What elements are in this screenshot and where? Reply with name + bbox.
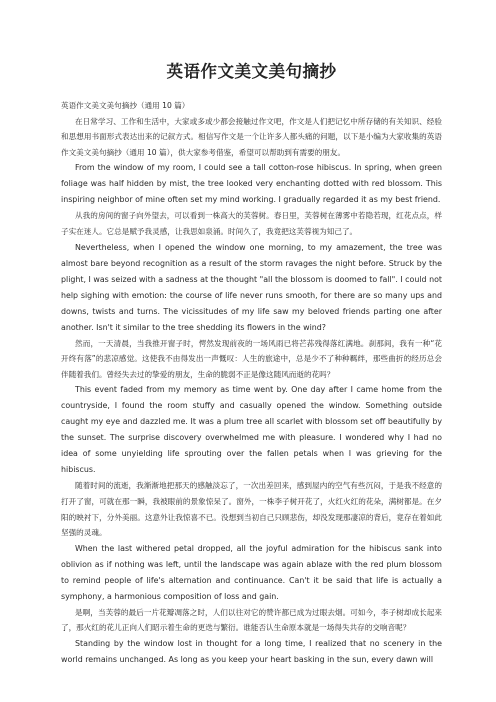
paragraph-cn-2: 然而，一天清晨，当我推开窗子时，愕然发现前夜的一场风雨已将芒荪残得落红满地。刹那间，我有一种“花开终有落”的悲凉感觉。这使我不由得发出一声慨叹：人生的旅途中，总是少不了种种羁绊，那些曲折的经历总会伴随着我们。曾经失去过的挚爱的朋友，生命的脆弱不正是像这随风而逝的花吗？ xyxy=(61,338,442,379)
paragraph-cn-4: 是啊，当芙蓉的最后一片花瓣凋落之时，人们以往对它的赞许都已成为过眼去烟。可如今，李子树却成长起来了，那火红的花儿正向人们昭示着生命的更迭与繁衍。谁能否认生命原本就是一场得失共存的交响音呢？ xyxy=(61,607,442,633)
paragraph-en-4: When the last withered petal dropped, all the joyful admiration for the hibiscus sank into oblivion as if nothing was left, until the landscape was again ablaze with the red plum blossom to remind people of life's alternation and continuance. Can't it be said that life is actually a symphony, a harmonious composition of loss and gain. xyxy=(61,543,442,601)
paragraph-en-5: Standing by the window lost in thought for a long time, I realized that no scenery in the world remains unchanged. As long as you keep your heart basking in the sun, every dawn will xyxy=(61,638,442,664)
intro-heading: 英语作文美文美句摘抄（通用 10 篇） xyxy=(61,101,190,110)
paragraph-en-3: This event faded from my memory as time went by. One day after I came home from the countryside, I found the room stuffy and casually opened the window. Something outside caught my eye and dazzled me. It was a plum tree all scarlet with blossom set off beautifully by the sunset. The surprise discovery overwhelmed me with pleasure. I wondered why I had no idea of some unyielding life sprouting over the fallen petals when I was grieving for the hibiscus. xyxy=(61,385,442,475)
paragraph-cn-3: 随着时间的流逝，我渐渐地把那天的感触淡忘了，一次出差回来，感到屋内的空气有些沉闷，于是我不经意的打开了窗，可就在那一瞬，我被眼前的景象惊呆了。窗外，一株李子树开花了，火红火红的花朵，满树都是。在夕阳的映衬下，分外美丽。这意外让我惊喜不已。没想到当初自己只顾悲伤，却没发现那凄凉的背后，竟存在着如此坚强的灵魂。 xyxy=(61,481,442,538)
intro-text: 在日常学习、工作和生活中，大家或多或少都会接触过作文吧，作文是人们把记忆中所存储的有关知识、经验和思想用书面形式表达出来的记叙方式。相信写作文是一个让许多人都头痛的问题，以下是小编为大家收集的英语作文美文美句摘抄（通用 10 篇），供大家参考借鉴，希望可以帮助到有需要的朋友。 xyxy=(61,116,442,157)
document-title: 英语作文美文美句摘抄 xyxy=(166,62,337,81)
paragraph-en-2: Nevertheless, when I opened the window one morning, to my amazement, the tree was almost bare beyond recognition as a result of the storm ravages the night before. Struck by the plight, I was seized with a sadness at the thought "all the blossom is doomed to fall". I could not help sighing with emotion: the course of life never runs smooth, for there are so many ups and downs, twists and turns. The vicissitudes of my life saw my beloved friends parting one after another. Isn't it similar to the tree shedding its flowers in the wind? xyxy=(61,242,442,332)
paragraph-en-1: From the window of my room, I could see a tall cotton-rose hibiscus. In spring, when green foliage was half hidden by mist, the tree looked very enchanting dotted with red blossom. This inspiring neighbor of mine often set my mind working. I gradually regarded it as my best friend. xyxy=(61,163,442,205)
paragraph-cn-1: 从我的房间的窗子向外望去，可以看到一株高大的芙蓉树。春日里，芙蓉树在薄雾中若隐若现，红花点点，样子实在迷人。它总是赋予我灵感，让我思如泉涌。时间久了，我竟把这芙蓉视为知己了。 xyxy=(61,211,442,236)
